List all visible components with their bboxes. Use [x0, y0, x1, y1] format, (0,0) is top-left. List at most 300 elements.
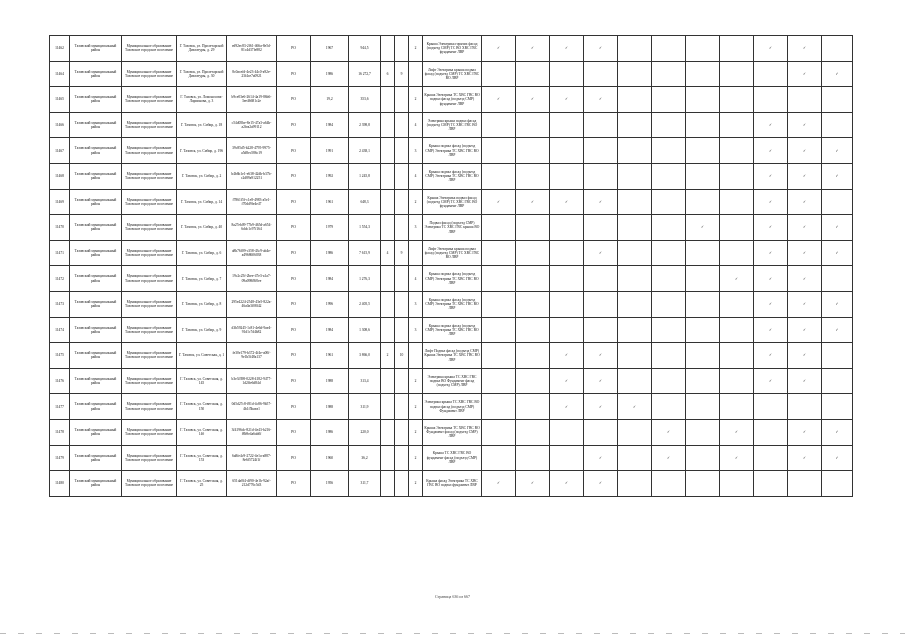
type-cell: РО	[277, 215, 311, 241]
work-check-cell	[618, 36, 652, 62]
work-check-cell	[822, 394, 853, 420]
work-check-cell	[822, 87, 853, 113]
entrances-cell: 4	[409, 163, 423, 189]
entrances-cell: 3	[409, 215, 423, 241]
type-cell: РО	[277, 445, 311, 471]
check-mark-icon: ✓	[530, 199, 534, 204]
lifts-cell	[381, 317, 395, 343]
lifts-cell	[381, 266, 395, 292]
area-cell: 2 405,5	[349, 291, 381, 317]
address-cell: Г. Тазовск, ул. Советская, д. 145	[177, 368, 227, 394]
owner-cell: Муниципальное образование Тазовское городское поселение	[122, 291, 177, 317]
area-cell: 311,7	[349, 471, 381, 497]
work-check-cell	[618, 317, 652, 343]
works-cell: Крыша подвал фасад (подъезд СМР) Электрика ТС ХВС ГВС ВО ЛВР	[423, 266, 482, 292]
work-check-cell	[584, 368, 618, 394]
work-check-cell	[584, 471, 618, 497]
table-row	[50, 368, 853, 394]
work-check-cell	[822, 471, 853, 497]
work-check-cell	[686, 215, 720, 241]
district-cell: Тазовский муниципальный район	[70, 471, 122, 497]
work-check-cell	[652, 368, 686, 394]
check-mark-icon: ✓	[768, 327, 772, 332]
work-check-cell	[584, 419, 618, 445]
check-mark-icon: ✓	[835, 174, 839, 179]
lifts-cell	[381, 112, 395, 138]
address-cell: Г. Тазовск, ул. Пролетарской Диктатуры, д. 29	[177, 36, 227, 62]
work-check-cell	[686, 471, 720, 497]
type-cell: РО	[277, 368, 311, 394]
works-cell: Подвал фасад (подъезд СМР) Электрика ТС ХВС ГВС крыша ВО ЛВР	[423, 215, 482, 241]
table-row	[50, 394, 853, 420]
work-check-cell	[788, 138, 822, 164]
type-cell: РО	[277, 266, 311, 292]
type-cell: РО	[277, 291, 311, 317]
check-mark-icon: ✓	[496, 481, 500, 486]
guid-cell: 3f4196dc-821d-4e43-b216-f8b9e4a6ab0f	[227, 419, 277, 445]
work-check-cell	[652, 112, 686, 138]
check-mark-icon: ✓	[835, 71, 839, 76]
owner-cell: Муниципальное образование Тазовское городское поселение	[122, 87, 177, 113]
table-row	[50, 215, 853, 241]
check-mark-icon: ✓	[802, 455, 806, 460]
owner-cell: Муниципальное образование Тазовское городское поселение	[122, 112, 177, 138]
works-cell: Лифт Электрика крыша подвал фасад (подъезд СМР) ТС ХВС ГВС ВО ЛВР	[423, 61, 482, 87]
year-cell: 1967	[311, 36, 349, 62]
area-cell: 648,3	[349, 189, 381, 215]
work-check-cell	[482, 317, 516, 343]
work-check-cell	[788, 394, 822, 420]
area-cell: 1 245,8	[349, 163, 381, 189]
check-mark-icon: ✓	[802, 302, 806, 307]
work-check-cell	[516, 112, 550, 138]
works-cell: Крыша фасад Электрика ТС ХВС ГВС ВО подвал фундамент ЛВР	[423, 471, 482, 497]
check-mark-icon: ✓	[666, 455, 670, 460]
work-check-cell	[686, 189, 720, 215]
work-check-cell	[754, 189, 788, 215]
floors-cell	[395, 163, 409, 189]
work-check-cell	[482, 112, 516, 138]
work-check-cell	[550, 368, 584, 394]
address-cell: Г. Тазовск, ул. Советская, д. 153	[177, 445, 227, 471]
floors-cell	[395, 368, 409, 394]
work-check-cell	[652, 394, 686, 420]
work-check-cell	[482, 87, 516, 113]
work-check-cell	[584, 291, 618, 317]
table-row	[50, 317, 853, 343]
work-check-cell	[652, 343, 686, 369]
check-mark-icon: ✓	[632, 404, 636, 409]
district-cell: Тазовский муниципальный район	[70, 291, 122, 317]
year-cell: 1961	[311, 343, 349, 369]
work-check-cell	[516, 163, 550, 189]
check-mark-icon: ✓	[598, 378, 602, 383]
check-mark-icon: ✓	[496, 97, 500, 102]
work-check-cell	[516, 343, 550, 369]
work-check-cell	[686, 291, 720, 317]
works-cell: Крыша подвал фасад (подъезд СМР) Электрика ТС ХВС ГВС ВО ЛВР	[423, 163, 482, 189]
work-check-cell	[788, 291, 822, 317]
work-check-cell	[720, 61, 754, 87]
work-check-cell	[720, 240, 754, 266]
check-mark-icon: ✓	[802, 276, 806, 281]
type-cell: РО	[277, 343, 311, 369]
work-check-cell	[584, 87, 618, 113]
year-cell: 1992	[311, 163, 349, 189]
check-mark-icon: ✓	[564, 353, 568, 358]
check-mark-icon: ✓	[496, 46, 500, 51]
work-check-cell	[482, 445, 516, 471]
work-check-cell	[754, 368, 788, 394]
work-check-cell	[720, 291, 754, 317]
work-check-cell	[822, 291, 853, 317]
guid-cell: c54d05be-8e15-47a3-a64b-a2fea2a99112	[227, 112, 277, 138]
work-check-cell	[516, 215, 550, 241]
lifts-cell	[381, 471, 395, 497]
district-cell: Тазовский муниципальный район	[70, 317, 122, 343]
address-cell: Г. Тазовск, ул. Советская, д. 25	[177, 471, 227, 497]
lifts-cell	[381, 138, 395, 164]
work-check-cell	[754, 445, 788, 471]
work-check-cell	[618, 394, 652, 420]
check-mark-icon: ✓	[564, 404, 568, 409]
row-number: 11480	[50, 471, 70, 497]
lifts-cell	[381, 163, 395, 189]
work-check-cell	[754, 317, 788, 343]
guid-cell: b4b6b1e1-e638-42db-b37b-c2d89a912251	[227, 163, 277, 189]
check-mark-icon: ✓	[802, 122, 806, 127]
work-check-cell	[584, 266, 618, 292]
row-number: 11470	[50, 215, 70, 241]
floors-cell	[395, 138, 409, 164]
check-mark-icon: ✓	[700, 225, 704, 230]
floors-cell	[395, 394, 409, 420]
check-mark-icon: ✓	[564, 378, 568, 383]
work-check-cell	[550, 36, 584, 62]
work-check-cell	[584, 317, 618, 343]
work-check-cell	[482, 215, 516, 241]
address-cell: Г. Тазовск, ул. Советская, д. 150	[177, 394, 227, 420]
year-cell: 1984	[311, 317, 349, 343]
type-cell: РО	[277, 138, 311, 164]
work-check-cell	[720, 317, 754, 343]
check-mark-icon: ✓	[802, 199, 806, 204]
check-mark-icon: ✓	[530, 46, 534, 51]
scan-edge-line	[0, 633, 905, 634]
table-row	[50, 240, 853, 266]
work-check-cell	[550, 419, 584, 445]
work-check-cell	[550, 189, 584, 215]
floors-cell: 9	[395, 61, 409, 87]
work-check-cell	[516, 189, 550, 215]
table-row	[50, 189, 853, 215]
work-check-cell	[550, 471, 584, 497]
work-check-cell	[618, 215, 652, 241]
work-check-cell	[618, 471, 652, 497]
area-cell: 3 866,0	[349, 343, 381, 369]
work-check-cell	[516, 291, 550, 317]
work-check-cell	[788, 419, 822, 445]
check-mark-icon: ✓	[734, 430, 738, 435]
work-check-cell	[754, 87, 788, 113]
check-mark-icon: ✓	[835, 327, 839, 332]
entrances-cell: 2	[409, 471, 423, 497]
floors-cell	[395, 112, 409, 138]
check-mark-icon: ✓	[564, 97, 568, 102]
work-check-cell	[482, 163, 516, 189]
work-check-cell	[482, 266, 516, 292]
work-check-cell	[686, 445, 720, 471]
work-check-cell	[618, 343, 652, 369]
check-mark-icon: ✓	[564, 481, 568, 486]
owner-cell: Муниципальное образование Тазовское городское поселение	[122, 163, 177, 189]
row-number: 11471	[50, 240, 70, 266]
work-check-cell	[516, 419, 550, 445]
lifts-cell: 2	[381, 343, 395, 369]
work-check-cell	[686, 240, 720, 266]
year-cell: 1988	[311, 368, 349, 394]
floors-cell: 9	[395, 240, 409, 266]
check-mark-icon: ✓	[802, 174, 806, 179]
work-check-cell	[482, 368, 516, 394]
work-check-cell	[822, 36, 853, 62]
work-check-cell	[550, 61, 584, 87]
row-number: 11478	[50, 419, 70, 445]
works-cell: Электрика крыша ТС ХВС ГВС ВО подвал фасад (подъезд СМР) Фундамент ЛВР	[423, 394, 482, 420]
check-mark-icon: ✓	[768, 46, 772, 51]
entrances-cell: 2	[409, 368, 423, 394]
floors-cell	[395, 445, 409, 471]
address-cell: Г. Тазовск, ул. Сибир, д. 14	[177, 189, 227, 215]
works-cell: Крыша Электрика ТС ХВС ГВС ВО Фундамент фасад (подъезд СМР) ЛВР	[423, 419, 482, 445]
work-check-cell	[618, 189, 652, 215]
work-check-cell	[686, 317, 720, 343]
work-check-cell	[720, 394, 754, 420]
work-check-cell	[754, 61, 788, 87]
work-check-cell	[754, 163, 788, 189]
floors-cell	[395, 215, 409, 241]
check-mark-icon: ✓	[598, 46, 602, 51]
work-check-cell	[652, 445, 686, 471]
work-check-cell	[822, 138, 853, 164]
work-check-cell	[550, 87, 584, 113]
work-check-cell	[550, 138, 584, 164]
entrances-cell: 4	[409, 266, 423, 292]
guid-cell: 19c2c25f-2bee-47e3-a1a7-09a098f8f0ee	[227, 266, 277, 292]
work-check-cell	[652, 240, 686, 266]
entrances-cell: 4	[409, 112, 423, 138]
table-row	[50, 419, 853, 445]
address-cell: Г. Тазовск, ул. Сибир, д. 40	[177, 215, 227, 241]
check-mark-icon: ✓	[768, 225, 772, 230]
address-cell: Г. Тазовск, ул. Сибир, д. 2	[177, 163, 227, 189]
work-check-cell	[584, 163, 618, 189]
work-check-cell	[618, 240, 652, 266]
work-check-cell	[584, 189, 618, 215]
work-check-cell	[720, 266, 754, 292]
works-cell: Крыша подвал фасад (подъезд СМР) Электрика ТС ХВС ГВС ВО ЛВР	[423, 317, 482, 343]
table-row	[50, 266, 853, 292]
work-check-cell	[754, 419, 788, 445]
work-check-cell	[618, 61, 652, 87]
check-mark-icon: ✓	[496, 199, 500, 204]
lifts-cell: 4	[381, 240, 395, 266]
row-number: 11477	[50, 394, 70, 420]
entrances-cell	[409, 343, 423, 369]
work-check-cell	[686, 61, 720, 87]
entrances-cell: 2	[409, 189, 423, 215]
area-cell: 1 276,3	[349, 266, 381, 292]
work-check-cell	[788, 61, 822, 87]
work-check-cell	[822, 445, 853, 471]
work-check-cell	[754, 36, 788, 62]
lifts-cell	[381, 87, 395, 113]
type-cell: РО	[277, 394, 311, 420]
work-check-cell	[482, 138, 516, 164]
check-mark-icon: ✓	[768, 199, 772, 204]
guid-cell: d3b59245-1c81-4e6d-9ae4-91d1c7d4b82	[227, 317, 277, 343]
work-check-cell	[550, 112, 584, 138]
type-cell: РО	[277, 317, 311, 343]
check-mark-icon: ✓	[530, 97, 534, 102]
table-row	[50, 36, 853, 62]
table-row	[50, 291, 853, 317]
work-check-cell	[788, 240, 822, 266]
district-cell: Тазовский муниципальный район	[70, 394, 122, 420]
year-cell: 19,2	[311, 87, 349, 113]
work-check-cell	[822, 368, 853, 394]
work-check-cell	[822, 240, 853, 266]
check-mark-icon: ✓	[835, 430, 839, 435]
entrances-cell: 3	[409, 291, 423, 317]
works-cell: Электрика крыша подвал фасад (подъезд СМР) ТС ХВС ГВС ВО ЛВР	[423, 112, 482, 138]
row-number: 11466	[50, 112, 70, 138]
check-mark-icon: ✓	[802, 353, 806, 358]
district-cell: Тазовский муниципальный район	[70, 87, 122, 113]
table-row	[50, 112, 853, 138]
work-check-cell	[516, 368, 550, 394]
guid-cell: fe30e179-b372-4f4e-a00f-9e1b5f48a137	[227, 343, 277, 369]
check-mark-icon: ✓	[768, 302, 772, 307]
check-mark-icon: ✓	[734, 276, 738, 281]
work-check-cell	[822, 343, 853, 369]
owner-cell: Муниципальное образование Тазовское городское поселение	[122, 189, 177, 215]
work-check-cell	[788, 215, 822, 241]
owner-cell: Муниципальное образование Тазовское городское поселение	[122, 394, 177, 420]
entrances-cell	[409, 240, 423, 266]
area-cell: 2 438,1	[349, 138, 381, 164]
works-cell: Крыша подвал фасад (подъезд СМР) Электрика ТС ХВС ГВС ВО ЛВР	[423, 138, 482, 164]
floors-cell	[395, 291, 409, 317]
work-check-cell	[652, 291, 686, 317]
work-check-cell	[618, 419, 652, 445]
work-check-cell	[686, 112, 720, 138]
entrances-cell: 2	[409, 87, 423, 113]
register-rows	[50, 36, 853, 497]
address-cell: Г. Тазовск, ул. Сибир, д. 6	[177, 240, 227, 266]
guid-cell: ed92ec83-2f61-466a-8e5d-81c4d37fe882	[227, 36, 277, 62]
guid-cell: f7861f5f-c1e8-4983-a5e1-f70dd9fe4e47	[227, 189, 277, 215]
check-mark-icon: ✓	[768, 276, 772, 281]
row-number: 11472	[50, 266, 70, 292]
table-row	[50, 471, 853, 497]
page-footer: Страница 636 из 667	[434, 594, 471, 599]
type-cell: РО	[277, 163, 311, 189]
row-number: 11475	[50, 343, 70, 369]
row-number: 11474	[50, 317, 70, 343]
address-cell: Г. Тазовск, ул. Сибир, д. 196	[177, 138, 227, 164]
entrances-cell	[409, 61, 423, 87]
check-mark-icon: ✓	[564, 199, 568, 204]
work-check-cell	[584, 215, 618, 241]
owner-cell: Муниципальное образование Тазовское городское поселение	[122, 445, 177, 471]
work-check-cell	[720, 471, 754, 497]
district-cell: Тазовский муниципальный район	[70, 36, 122, 62]
district-cell: Тазовский муниципальный район	[70, 163, 122, 189]
work-check-cell	[686, 394, 720, 420]
guid-cell: 8a27eb09-77b9-465d-a654-6ddc1c97f164	[227, 215, 277, 241]
work-check-cell	[754, 266, 788, 292]
address-cell: Г. Тазовск, ул. Советская, д. 14б	[177, 419, 227, 445]
work-check-cell	[754, 112, 788, 138]
address-cell: Г. Тазовск, ул. Сибир, д. 7	[177, 266, 227, 292]
owner-cell: Муниципальное образование Тазовское городское поселение	[122, 36, 177, 62]
work-check-cell	[652, 317, 686, 343]
check-mark-icon: ✓	[802, 430, 806, 435]
work-check-cell	[550, 394, 584, 420]
work-check-cell	[550, 343, 584, 369]
work-check-cell	[754, 138, 788, 164]
lifts-cell	[381, 291, 395, 317]
guid-cell: 39c85d5-b228-4795-9975-a5d8ec586c19	[227, 138, 277, 164]
district-cell: Тазовский муниципальный район	[70, 343, 122, 369]
address-cell: Г. Тазовск, ул. Пролетарской Диктатуры, д. 30	[177, 61, 227, 87]
work-check-cell	[720, 215, 754, 241]
work-check-cell	[720, 138, 754, 164]
work-check-cell	[550, 266, 584, 292]
district-cell: Тазовский муниципальный район	[70, 240, 122, 266]
check-mark-icon: ✓	[598, 199, 602, 204]
work-check-cell	[822, 61, 853, 87]
year-cell: 1986	[311, 61, 349, 87]
guid-cell: 0d5d27c8-f81d-4c86-9b57-4b1f5baea1	[227, 394, 277, 420]
row-number: 11462	[50, 36, 70, 62]
work-check-cell	[754, 240, 788, 266]
area-cell: 311,9	[349, 394, 381, 420]
lifts-cell	[381, 215, 395, 241]
work-check-cell	[584, 240, 618, 266]
district-cell: Тазовский муниципальный район	[70, 215, 122, 241]
type-cell: РО	[277, 87, 311, 113]
work-check-cell	[686, 343, 720, 369]
type-cell: РО	[277, 471, 311, 497]
owner-cell: Муниципальное образование Тазовское городское поселение	[122, 215, 177, 241]
check-mark-icon: ✓	[734, 455, 738, 460]
check-mark-icon: ✓	[802, 71, 806, 76]
guid-cell: b3e3f398-0228-4182-9477-1d2ffe6d84d	[227, 368, 277, 394]
work-check-cell	[754, 394, 788, 420]
guid-cell: 295e4224-2548-43e5-822a-46a0a3f08f42	[227, 291, 277, 317]
district-cell: Тазовский муниципальный район	[70, 419, 122, 445]
table-row	[50, 163, 853, 189]
work-check-cell	[516, 266, 550, 292]
type-cell: РО	[277, 112, 311, 138]
housing-register-table	[49, 35, 853, 497]
work-check-cell	[618, 368, 652, 394]
work-check-cell	[516, 471, 550, 497]
work-check-cell	[516, 87, 550, 113]
floors-cell	[395, 36, 409, 62]
